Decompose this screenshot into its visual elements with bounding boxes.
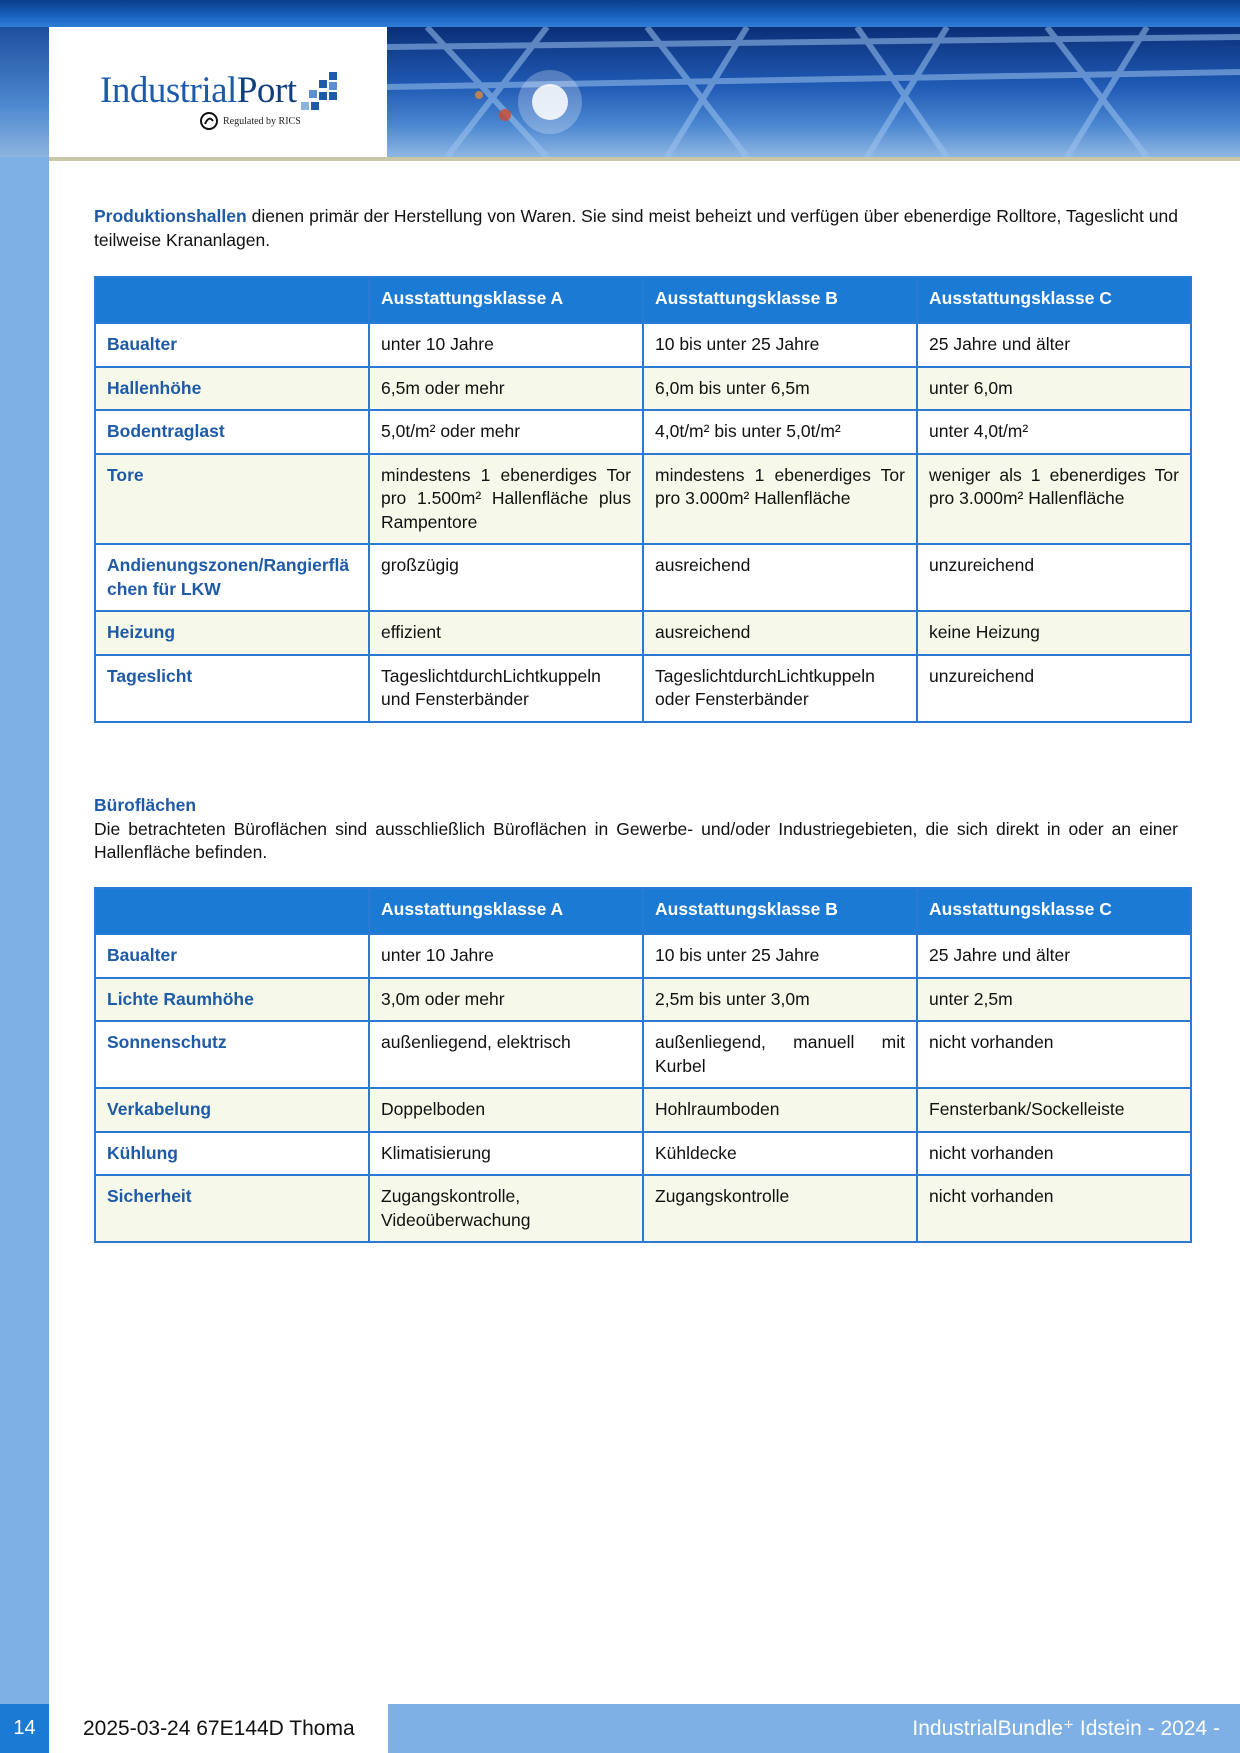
table-cell: nicht vorhanden xyxy=(917,1021,1191,1088)
header-photo xyxy=(387,27,1240,161)
table-cell: mindestens 1 ebenerdiges Tor pro 3.000m² Hallenfläche xyxy=(643,454,917,545)
table-row xyxy=(95,1021,1191,1088)
row-header: Lichte Raumhöhe xyxy=(95,978,369,1022)
table-cell: Hohlraumboden xyxy=(643,1088,917,1132)
table-cell: mindestens 1 ebenerdiges Tor pro 1.500m² Hallenfläche plus Rampentore xyxy=(369,454,643,545)
table-cell: unter 4,0t/m² xyxy=(917,410,1191,454)
logo-word-part2: Port xyxy=(236,70,297,111)
column-header: Ausstattungsklasse B xyxy=(643,277,917,323)
section2-heading: Büroflächen xyxy=(94,795,197,815)
row-header: Bodentraglast xyxy=(95,410,369,454)
table-cell: TageslichtdurchLichtkuppeln oder Fensterbänder xyxy=(643,655,917,722)
column-header: Ausstattungsklasse A xyxy=(369,888,643,934)
column-header: Ausstattungsklasse B xyxy=(643,888,917,934)
table-row xyxy=(95,1175,1191,1242)
rics-badge xyxy=(199,111,301,131)
table-cell: großzügig xyxy=(369,544,643,611)
intro-text: dienen primär der Herstellung von Waren. Sie sind meist beheizt und verfügen über ebenerdige Rolltore, Tageslicht und teilweise Krananlagen. xyxy=(94,206,1178,250)
rics-tagline: Regulated by RICS xyxy=(223,115,301,127)
table-cell: 3,0m oder mehr xyxy=(369,978,643,1022)
column-header: Ausstattungsklasse C xyxy=(917,277,1191,323)
table-header-row xyxy=(95,888,1191,934)
table-row xyxy=(95,323,1191,367)
row-header: Heizung xyxy=(95,611,369,655)
table-cell: Fensterbank/Sockelleiste xyxy=(917,1088,1191,1132)
table-cell: 6,5m oder mehr xyxy=(369,367,643,411)
row-header: Sicherheit xyxy=(95,1175,369,1242)
table-cell: unzureichend xyxy=(917,655,1191,722)
section2-text: Die betrachteten Büroflächen sind ausschließlich Büroflächen in Gewerbe- und/oder Industriegebieten, die sich direkt in oder an einer Hallenfläche befinden. xyxy=(94,818,1178,862)
row-header: Baualter xyxy=(95,934,369,978)
table-cell: Zugangskontrolle xyxy=(643,1175,917,1242)
table-cell: außenliegend, manuell mit Kurbel xyxy=(643,1021,917,1088)
row-header: Verkabelung xyxy=(95,1088,369,1132)
table-row xyxy=(95,410,1191,454)
table-cell: Doppelboden xyxy=(369,1088,643,1132)
table-cell: unter 10 Jahre xyxy=(369,323,643,367)
top-stripe xyxy=(0,0,1240,27)
table-cell: nicht vorhanden xyxy=(917,1175,1191,1242)
row-header: Kühlung xyxy=(95,1132,369,1176)
table-cell: unter 6,0m xyxy=(917,367,1191,411)
intro-highlight: Produktionshallen xyxy=(94,206,247,226)
row-header: Tore xyxy=(95,454,369,545)
table-row xyxy=(95,1132,1191,1176)
table-cell: Kühldecke xyxy=(643,1132,917,1176)
logo-word-part1: Industrial xyxy=(100,70,237,111)
table-cell: außenliegend, elektrisch xyxy=(369,1021,643,1088)
table-cell: unzureichend xyxy=(917,544,1191,611)
header-photo-left xyxy=(0,27,49,157)
table-row xyxy=(95,544,1191,611)
table-row xyxy=(95,454,1191,545)
table-row xyxy=(95,978,1191,1022)
table-cell: 6,0m bis unter 6,5m xyxy=(643,367,917,411)
table-cell: 25 Jahre und älter xyxy=(917,934,1191,978)
table-cell: keine Heizung xyxy=(917,611,1191,655)
company-logo xyxy=(100,69,297,112)
table-cell: weniger als 1 ebenerdiges Tor pro 3.000m² Hallenfläche xyxy=(917,454,1191,545)
column-header xyxy=(95,277,369,323)
document-id: 2025-03-24 67E144D Thoma xyxy=(83,1716,355,1740)
section1-intro xyxy=(94,205,1178,252)
table-cell: unter 10 Jahre xyxy=(369,934,643,978)
section2-intro xyxy=(94,794,1178,865)
table-cell: TageslichtdurchLichtkuppeln und Fensterbänder xyxy=(369,655,643,722)
page-number: 14 xyxy=(0,1704,49,1753)
table-cell: unter 2,5m xyxy=(917,978,1191,1022)
table-cell: 2,5m bis unter 3,0m xyxy=(643,978,917,1022)
table-cell: 10 bis unter 25 Jahre xyxy=(643,934,917,978)
left-sidebar-band xyxy=(0,0,49,1753)
logo-panel xyxy=(49,27,387,161)
table-row xyxy=(95,1088,1191,1132)
table-cell: ausreichend xyxy=(643,544,917,611)
table-row xyxy=(95,611,1191,655)
row-header: Hallenhöhe xyxy=(95,367,369,411)
column-header: Ausstattungsklasse C xyxy=(917,888,1191,934)
row-header: Baualter xyxy=(95,323,369,367)
row-header: Sonnenschutz xyxy=(95,1021,369,1088)
table-cell: 25 Jahre und älter xyxy=(917,323,1191,367)
table-cell: nicht vorhanden xyxy=(917,1132,1191,1176)
rics-seal-icon xyxy=(199,111,219,131)
footer-title: IndustrialBundle⁺ Idstein - 2024 - xyxy=(388,1704,1240,1753)
table-cell: 5,0t/m² oder mehr xyxy=(369,410,643,454)
column-header: Ausstattungsklasse A xyxy=(369,277,643,323)
production-halls-table xyxy=(94,276,1192,723)
table-cell: effizient xyxy=(369,611,643,655)
row-header: Andienungszonen/Rangierflächen für LKW xyxy=(95,544,369,611)
table-cell: Zugangskontrolle, Videoüberwachung xyxy=(369,1175,643,1242)
table-cell: 4,0t/m² bis unter 5,0t/m² xyxy=(643,410,917,454)
row-header: Tageslicht xyxy=(95,655,369,722)
office-space-table xyxy=(94,887,1192,1243)
table-row xyxy=(95,934,1191,978)
logo-squares-icon xyxy=(301,72,341,112)
table-row xyxy=(95,367,1191,411)
table-header-row xyxy=(95,277,1191,323)
table-cell: Klimatisierung xyxy=(369,1132,643,1176)
column-header xyxy=(95,888,369,934)
table-cell: 10 bis unter 25 Jahre xyxy=(643,323,917,367)
table-row xyxy=(95,655,1191,722)
table-cell: ausreichend xyxy=(643,611,917,655)
